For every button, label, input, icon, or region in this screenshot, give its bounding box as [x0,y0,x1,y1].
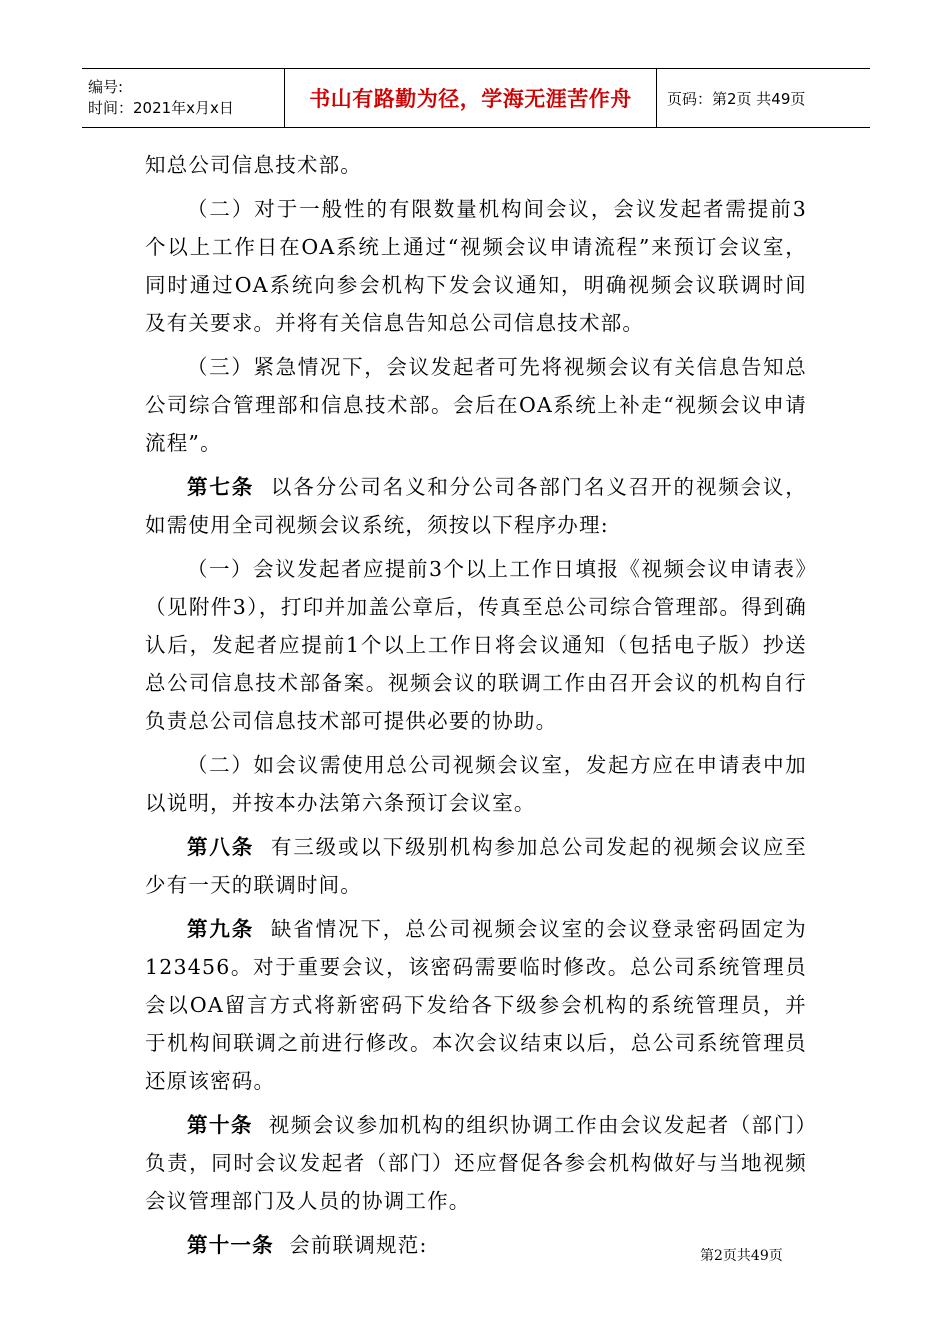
article-10 [145,1106,807,1220]
paragraph: （三）紧急情况下，会议发起者可先将视频会议有关信息告知总公司综合管理部和信息技术部。会后在OA系统上补走“视频会议申请流程”。 [145,355,807,455]
footer-page-number: 第2页共49页 [700,1248,783,1264]
article-9-title: 第九条 [187,917,255,941]
paragraph: 知总公司信息技术部。 [145,153,362,177]
document-body [145,146,807,1264]
paragraph: （二）如会议需使用总公司视频会议室，发起方应在申请表中加以说明，并按本办法第六条预订会议室。 [145,753,807,815]
page-header [82,68,870,128]
article-7 [145,468,807,544]
serial-number-label: 编号: [88,78,124,96]
date-label: 时间：2021年x月x日 [88,99,234,117]
article-9 [145,910,807,1100]
article-7-text: 以各分公司名义和分公司各部门名义召开的视频会议，如需使用全司视频会议系统，须按以下程序办理: [145,475,807,537]
article-11-text: 会前联调规范: [289,1233,428,1257]
paragraph: （二）对于一般性的有限数量机构间会议，会议发起者需提前3个以上工作日在OA系统上通过“视频会议申请流程”来预订会议室，同时通过OA系统向参会机构下发会议通知，明确视频会议联调时间及有关要求。并将有关信息告知总公司信息技术部。 [145,197,807,335]
paragraph: （一）会议发起者应提前3个以上工作日填报《视频会议申请表》（见附件3），打印并加盖公章后，传真至总公司综合管理部。得到确认后，发起者应提前1个以上工作日将会议通知（包括电子版）抄送总公司信息技术部备案。视频会议的联调工作由召开会议的机构自行负责总公司信息技术部可提供必要的协助。 [145,557,807,733]
article-8 [145,828,807,904]
page-count-label: 页码：第2页 共49页 [667,89,806,108]
header-motto [285,69,657,127]
article-8-title: 第八条 [187,835,255,859]
page-footer [700,1245,783,1265]
header-meta [82,69,285,127]
article-10-text: 视频会议参加机构的组织协调工作由会议发起者（部门）负责，同时会议发起者（部门）还应督促各参会机构做好与当地视频会议管理部门及人员的协调工作。 [145,1113,808,1213]
article-10-title: 第十条 [187,1113,253,1137]
header-page-info [657,69,870,127]
article-7-title: 第七条 [187,475,255,499]
article-9-text: 缺省情况下，总公司视频会议室的会议登录密码固定为123456。对于重要会议，该密码需要临时修改。总公司系统管理员会以OA留言方式将新密码下发给各下级参会机构的系统管理员，并于机构间联调之前进行修改。本次会议结束以后，总公司系统管理员还原该密码。 [145,917,807,1093]
motto-text: 书山有路勤为径，学海无涯苦作舟 [309,87,632,111]
article-8-text: 有三级或以下级别机构参加总公司发起的视频会议应至少有一天的联调时间。 [145,835,807,897]
article-11-title: 第十一条 [187,1233,274,1257]
